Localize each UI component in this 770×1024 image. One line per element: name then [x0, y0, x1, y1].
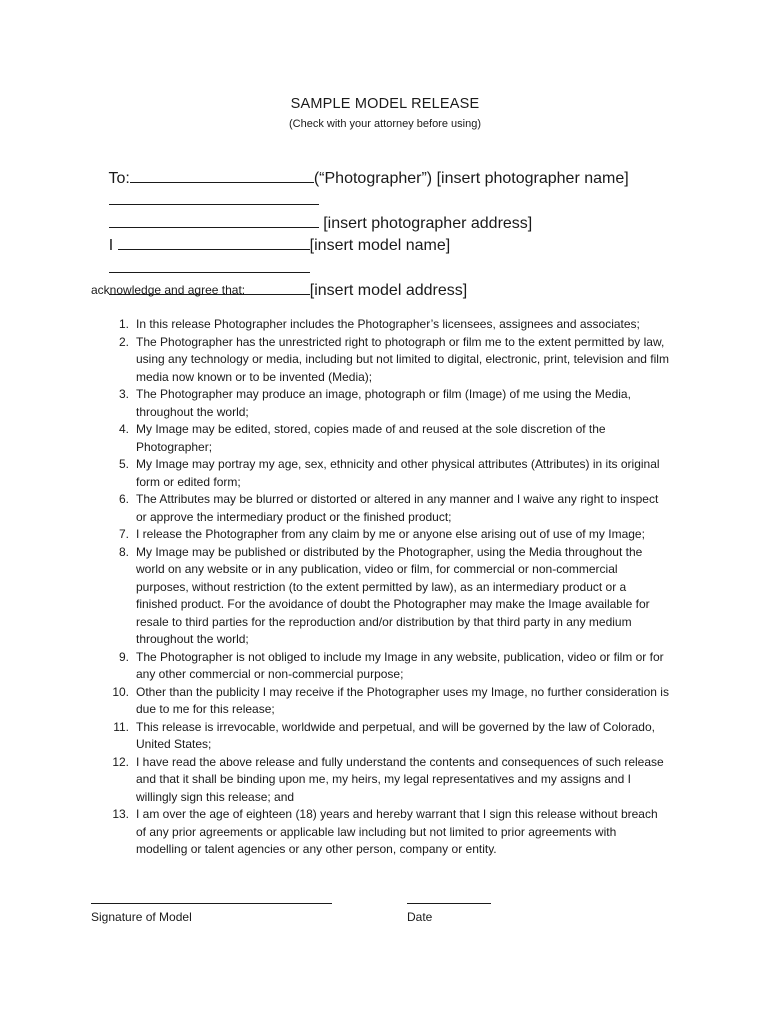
photographer-name-label: (“Photographer”) [insert photographer name]	[313, 170, 629, 187]
term-item	[110, 386, 670, 421]
term-text: The Attributes may be blurred or distorted or altered in any manner and I waive any right to inspect or approve the intermediary product or the finished product;	[136, 492, 659, 524]
term-item	[110, 456, 670, 491]
term-number: 12.	[112, 754, 129, 769]
term-item	[110, 316, 670, 334]
term-text: In this release Photographer includes the Photographer’s licensees, assignees and associates;	[136, 317, 640, 331]
term-text: My Image may portray my age, sex, ethnicity and other physical attributes (Attributes) in its original form or edited form;	[136, 457, 660, 489]
term-number: 10.	[112, 684, 129, 699]
term-text: The Photographer may produce an image, photograph or film (Image) of me using the Media, throughout the world;	[136, 387, 631, 419]
term-number: 5.	[118, 457, 129, 471]
date-line[interactable]	[407, 903, 491, 904]
term-item	[110, 719, 670, 754]
term-item	[110, 684, 670, 719]
term-text: I release the Photographer from any claim by me or anyone else arising out of use of my Image;	[136, 527, 645, 541]
terms-list	[110, 316, 670, 859]
term-item	[110, 754, 670, 807]
term-text: The Photographer has the unrestricted right to photograph or film me to the extent permitted by law, using any technology or media, including but not limited to digital, electronic, print, television and film media now known or to be invented (Media);	[136, 334, 669, 384]
term-text: This release is irrevocable, worldwide and perpetual, and will be governed by the law of Colorado, United States;	[136, 719, 655, 751]
term-item	[110, 526, 670, 544]
term-number: 6.	[118, 492, 129, 506]
signature-line[interactable]	[91, 903, 332, 904]
acknowledge-text: acknowledge and agree that:	[91, 283, 246, 297]
term-item	[110, 544, 670, 649]
term-number: 7.	[118, 527, 129, 541]
term-number: 9.	[118, 649, 129, 664]
term-item	[110, 421, 670, 456]
term-item	[110, 334, 670, 387]
term-text: I am over the age of eighteen (18) years and hereby warrant that I sign this release without breach of any prior agreements or applicable law including but not limited to prior agreements with modelling or talent agencies or any other person, company or entity.	[136, 807, 658, 856]
term-number: 1.	[118, 317, 129, 331]
term-number: 8.	[118, 544, 129, 559]
term-number: 4.	[118, 422, 129, 436]
term-number: 2.	[118, 334, 129, 349]
model-name-label: [insert model name]	[309, 237, 451, 254]
signature-label: Signature of Model	[91, 910, 192, 924]
date-label: Date	[407, 910, 433, 924]
term-number: 11.	[113, 719, 129, 734]
model-address-label: [insert model address]	[309, 282, 468, 299]
term-text: Other than the publicity I may receive if the Photographer uses my Image, no further consideration is due to me for this release;	[136, 684, 669, 716]
term-text: The Photographer is not obliged to include my Image in any website, publication, video or film or for any other commercial or non-commercial purpose;	[136, 649, 664, 681]
term-number: 13.	[112, 807, 129, 821]
model-prefix: I	[108, 237, 118, 254]
photographer-address-label: [insert photographer address]	[318, 215, 533, 232]
term-text: My Image may be published or distributed by the Photographer, using the Media throughout the world on any website or in any publication, video or film, for commercial or non-commercial purposes, without restriction (to the extent permitted by law), as an intermediary product or a finished product. For the avoidance of doubt the Photographer may make the Image available for resale to third parties for the reproduction and/or distribution by that third party in any medium throughout the world;	[136, 544, 650, 646]
document-subtitle: (Check with your attorney before using)	[289, 118, 481, 130]
to-prefix: To:	[108, 170, 130, 187]
term-number: 3.	[118, 387, 129, 401]
term-item	[110, 806, 670, 859]
term-text: My Image may be edited, stored, copies made of and reused at the sole discretion of the Photographer;	[136, 422, 606, 454]
term-item	[110, 491, 670, 526]
document-title: SAMPLE MODEL RELEASE	[290, 96, 480, 112]
term-item	[110, 649, 670, 684]
term-text: I have read the above release and fully understand the contents and consequences of such release and that it shall be binding upon me, my heirs, my legal representatives and my assigns and I willingly sign this release; and	[136, 754, 664, 804]
